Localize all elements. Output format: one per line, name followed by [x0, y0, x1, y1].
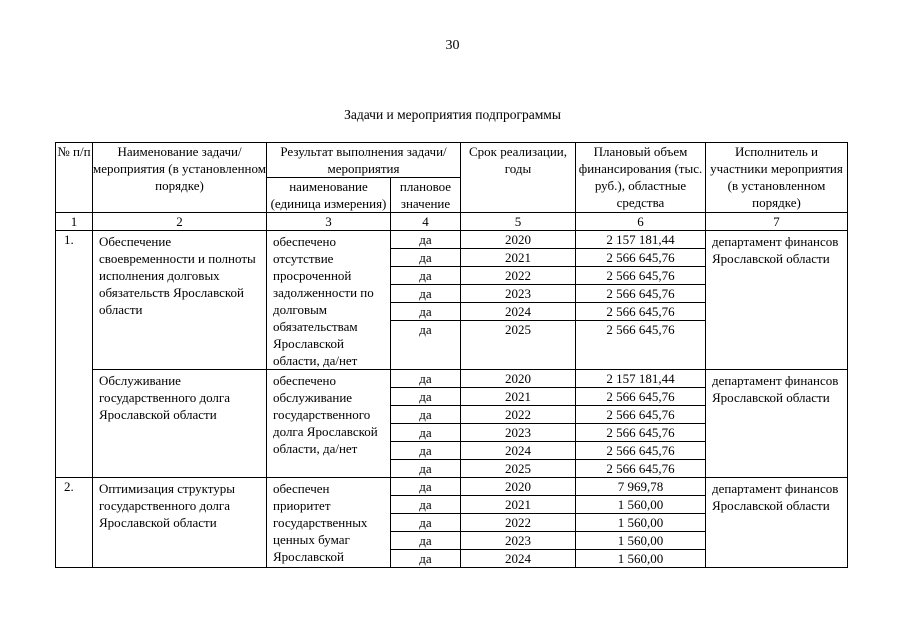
- year: 2024: [461, 303, 575, 321]
- table-title: Задачи и мероприятия подпрограммы: [344, 107, 561, 122]
- result-name: обеспечено отсутствие просроченной задолженности по долговым обязательствам Ярославской области, да/нет: [267, 231, 391, 370]
- amount: 2 566 645,76: [576, 267, 705, 285]
- row-number: 2.: [56, 478, 93, 568]
- page-number: 30: [445, 38, 460, 53]
- amount: 1 560,00: [617, 551, 664, 566]
- col-num: 1: [56, 213, 93, 231]
- result-name: обеспечен приоритет государственных ценных бумаг Ярославской: [267, 478, 391, 568]
- result-name: обеспечено обслуживание государственного долга Ярославской области, да/нет: [267, 370, 391, 478]
- amount: 2 566 645,76: [576, 249, 705, 267]
- amount: 1 560,00: [576, 496, 705, 514]
- row-number: 1.: [56, 231, 93, 478]
- amount: 2 157 181,44: [576, 231, 705, 249]
- col-num: 5: [461, 213, 576, 231]
- col-num: 3: [267, 213, 391, 231]
- amount: 7 969,78: [576, 478, 705, 496]
- table-row-group-1: [56, 231, 848, 370]
- amount: 2 566 645,76: [576, 442, 705, 460]
- header-result-name: наименование (единица измерения): [267, 178, 391, 213]
- header-funding: Плановый объем финансирования (тыс. руб.), областные средства: [576, 143, 706, 213]
- year: 2022: [461, 406, 575, 424]
- amount: 2 566 645,76: [576, 285, 705, 303]
- amount: 2 566 645,76: [576, 303, 705, 321]
- executor: департамент финансов Ярославской области: [706, 370, 848, 478]
- column-numbers-row: [56, 213, 848, 231]
- amount: 2 566 645,76: [606, 461, 675, 476]
- executor: департамент финансов Ярославской области: [706, 478, 848, 568]
- amount: 2 566 645,76: [576, 424, 705, 442]
- plan-value: да: [419, 461, 432, 476]
- year: 2021: [461, 388, 575, 406]
- task-name: Оптимизация структуры государственного долга Ярославской области: [93, 478, 267, 568]
- year: 2021: [461, 249, 575, 267]
- plan-value: да: [419, 322, 432, 337]
- plan-value: да: [391, 231, 460, 249]
- plan-value: да: [391, 249, 460, 267]
- amount: 1 560,00: [576, 532, 705, 550]
- amount: 2 566 645,76: [576, 388, 705, 406]
- header-task-name: Наименование задачи/мероприятия (в установленном порядке): [93, 143, 267, 213]
- values-cell: [391, 370, 461, 478]
- plan-value: да: [391, 514, 460, 532]
- col-num: 4: [391, 213, 461, 231]
- year: 2020: [461, 370, 575, 388]
- plan-value: да: [391, 303, 460, 321]
- header-row-1: [56, 143, 848, 178]
- plan-value: да: [391, 267, 460, 285]
- year: 2020: [461, 231, 575, 249]
- executor: департамент финансов Ярославской области: [706, 231, 848, 370]
- values-cell: [391, 231, 461, 370]
- year: 2024: [461, 442, 575, 460]
- task-name: Обслуживание государственного долга Ярославской области: [93, 370, 267, 478]
- amount: 2 157 181,44: [576, 370, 705, 388]
- years-cell: [461, 370, 576, 478]
- year: 2020: [461, 478, 575, 496]
- plan-value: да: [391, 388, 460, 406]
- header-period: Срок реализации, годы: [461, 143, 576, 213]
- year: 2023: [461, 532, 575, 550]
- amounts-cell: [576, 478, 706, 568]
- table-row-group-3: [56, 478, 848, 568]
- year: 2024: [505, 551, 531, 566]
- header-executor: Исполнитель и участники мероприятия (в установленном порядке): [706, 143, 848, 213]
- year: 2021: [461, 496, 575, 514]
- header-result-value: плановое значение: [391, 178, 461, 213]
- plan-value: да: [419, 551, 432, 566]
- plan-value: да: [391, 424, 460, 442]
- plan-value: да: [391, 442, 460, 460]
- amount: 2 566 645,76: [576, 406, 705, 424]
- year: 2022: [461, 267, 575, 285]
- year: 2022: [461, 514, 575, 532]
- plan-value: да: [391, 496, 460, 514]
- amount: 2 566 645,76: [606, 322, 675, 337]
- col-num: 7: [706, 213, 848, 231]
- amounts-cell: [576, 370, 706, 478]
- header-no: № п/п: [56, 143, 93, 213]
- plan-value: да: [391, 406, 460, 424]
- col-num: 2: [93, 213, 267, 231]
- plan-value: да: [391, 370, 460, 388]
- amount: 1 560,00: [576, 514, 705, 532]
- years-cell: [461, 478, 576, 568]
- values-cell: [391, 478, 461, 568]
- subprogram-tasks-table: [55, 142, 848, 568]
- col-num: 6: [576, 213, 706, 231]
- plan-value: да: [391, 285, 460, 303]
- year: 2023: [461, 424, 575, 442]
- header-result: Результат выполнения задачи/мероприятия: [267, 143, 461, 178]
- years-cell: [461, 231, 576, 370]
- plan-value: да: [391, 478, 460, 496]
- year: 2025: [505, 322, 531, 337]
- plan-value: да: [391, 532, 460, 550]
- year: 2025: [505, 461, 531, 476]
- task-name: Обеспечение своевременности и полноты исполнения долговых обязательств Ярославской области: [93, 231, 267, 370]
- amounts-cell: [576, 231, 706, 370]
- table-row-group-2: [56, 370, 848, 478]
- year: 2023: [461, 285, 575, 303]
